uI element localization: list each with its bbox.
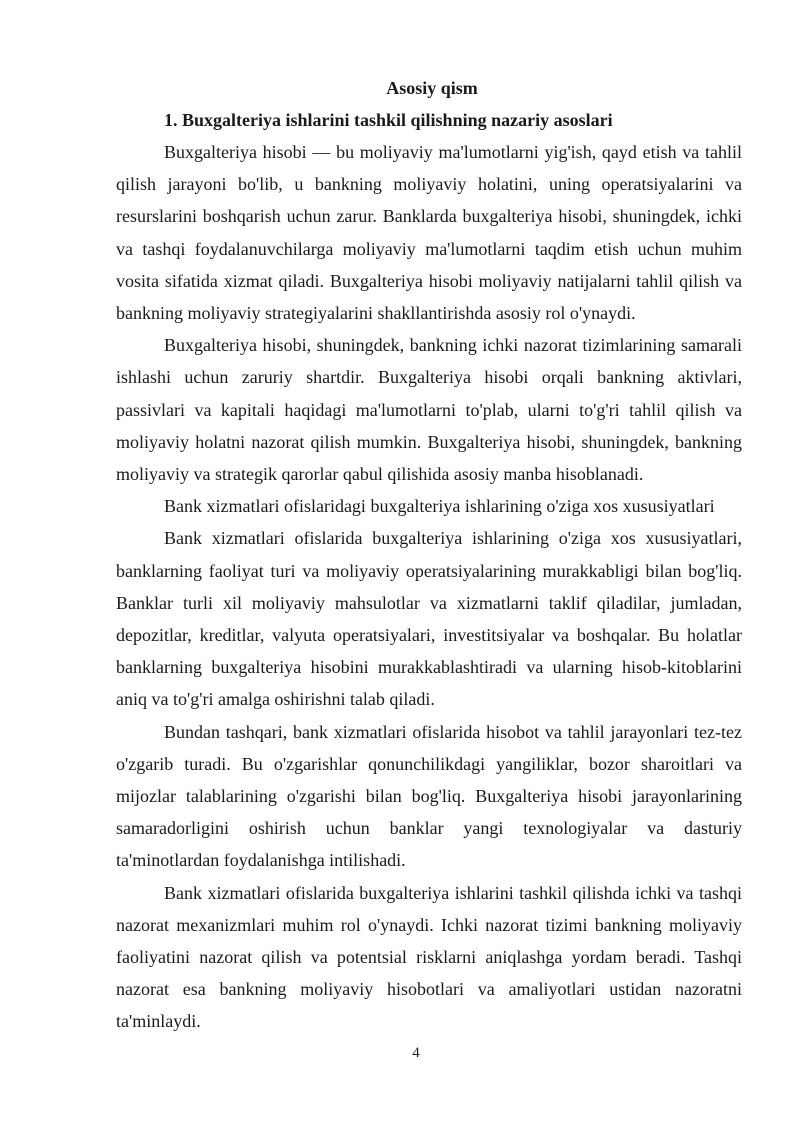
paragraph-4: Bundan tashqari, bank xizmatlari ofislarida hisobot va tahlil jarayonlari tez-tez o'zgarib turadi. Bu o'zgarishlar qonunchilikdagi yangiliklar, bozor sharoitlari va mijozlar talablarining o'zgarishi bilan bog'liq. Buxgalteriya hisobi jarayonlarining samaradorligini oshirish uchun banklar yangi texnologiyalar va dasturiy ta'minotlardan foydalanishga intilishadi. [116, 721, 742, 871]
paragraph-2: Buxgalteriya hisobi, shuningdek, bankning ichki nazorat tizimlarining samarali ishlashi uchun zaruriy shartdir. Buxgalteriya hisobi orqali bankning aktivlari, passivlari va kapitali haqidagi ma'lumotlarni to'plab, ularni to'g'ri tahlil qilish va moliyaviy holatni nazorat qilish mumkin. Buxgalteriya hisobi, shuningdek, bankning moliyaviy va strategik qarorlar qabul qilishida asosiy manba hisoblanadi. [116, 335, 742, 485]
paragraph-1: Buxgalteriya hisobi — bu moliyaviy ma'lumotlarni yig'ish, qayd etish va tahlil qilish jarayoni bo'lib, u bankning moliyaviy holatini, uning operatsiyalarini va resurslarini boshqarish uchun zarur. Banklarda buxgalteriya hisobi, shuningdek, ichki va tashqi foydalanuvchilarga moliyaviy ma'lumotlarni taqdim etish uchun muhim vosita sifatida xizmat qiladi. Buxgalteriya hisobi moliyaviy natijalarni tahlil qilish va bankning moliyaviy strategiyalarini shakllantirishda asosiy rol o'ynaydi. [116, 142, 742, 324]
section-heading: 1. Buxgalteriya ishlarini tashkil qilishning nazariy asoslari [164, 110, 613, 130]
sub-heading: Bank xizmatlari ofislaridagi buxgalteriya ishlarining o'ziga xos xususiyatlari [164, 496, 715, 517]
paragraph-3: Bank xizmatlari ofislarida buxgalteriya ishlarining o'ziga xos xususiyatlari, banklarning faoliyat turi va moliyaviy operatsiyalarining murakkabligi bilan bog'liq. Banklar turli xil moliyaviy mahsulotlar va xizmatlarni taklif qiladilar, jumladan, depozitlar, kreditlar, valyuta operatsiyalari, investitsiyalar va boshqalar. Bu holatlar banklarning buxgalteriya hisobini murakkablashtiradi va ularning hisob-kitoblarini aniq va to'g'ri amalga oshirishni talab qiladi. [116, 528, 742, 710]
document-page [116, 72, 742, 1038]
paragraph-5: Bank xizmatlari ofislarida buxgalteriya ishlarini tashkil qilishda ichki va tashqi nazorat mexanizmlari muhim rol o'ynaydi. Ichki nazorat tizimi bankning moliyaviy faoliyatini nazorat qilish va potentsial risklarni aniqlashga yordam beradi. Tashqi nazorat esa bankning moliyaviy hisobotlari va amaliyotlari ustidan nazoratni ta'minlaydi. [116, 882, 742, 1032]
page-number: 4 [412, 1045, 420, 1061]
main-title: Asosiy qism [386, 78, 478, 98]
